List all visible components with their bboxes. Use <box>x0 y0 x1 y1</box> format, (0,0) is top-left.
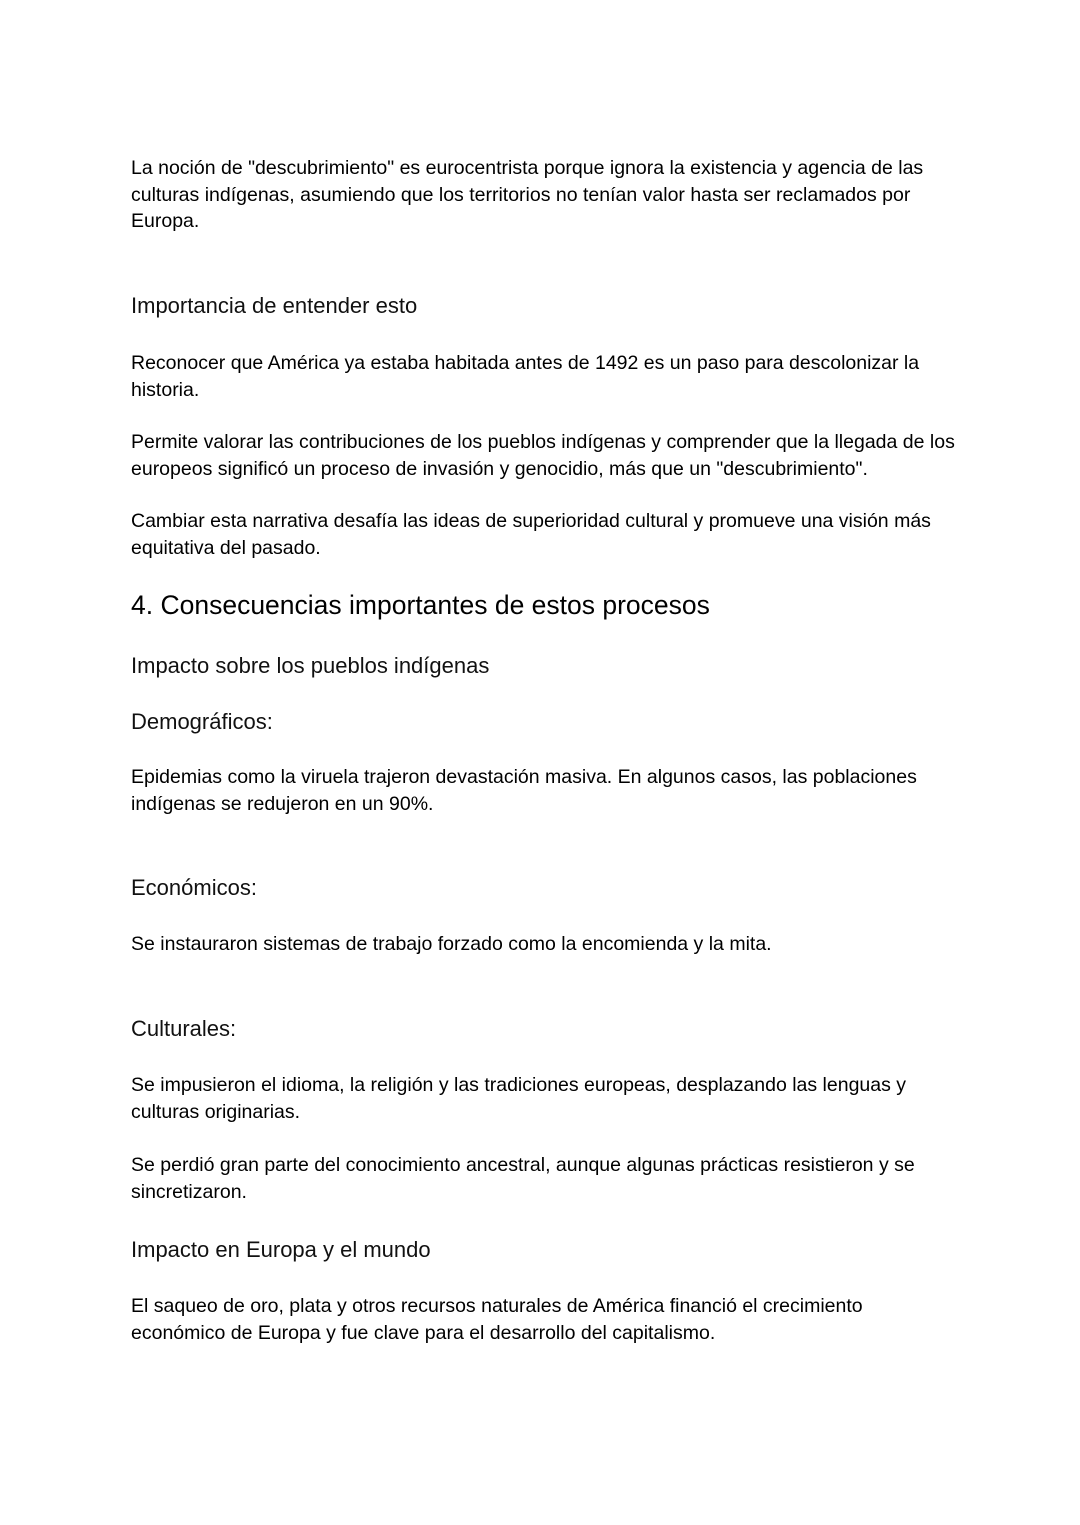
paragraph-cambiar: Cambiar esta narrativa desafía las ideas de superioridad cultural y promueve una visión más equitativa del pasado. <box>131 510 931 559</box>
paragraph-saqueo: El saqueo de oro, plata y otros recursos naturales de América financió el crecimiento económico de Europa y fue clave para el desarrollo del capitalismo. <box>131 1295 863 1344</box>
heading-economicos: Económicos: <box>131 875 257 900</box>
paragraph-conocimiento: Se perdió gran parte del conocimiento ancestral, aunque algunas prácticas resistieron y se sincretizaron. <box>131 1154 915 1203</box>
heading-impacto-europa: Impacto en Europa y el mundo <box>131 1237 431 1262</box>
paragraph-epidemias: Epidemias como la viruela trajeron devastación masiva. En algunos casos, las poblaciones indígenas se redujeron en un 90%. <box>131 766 917 815</box>
paragraph-reconocer: Reconocer que América ya estaba habitada antes de 1492 es un paso para descolonizar la historia. <box>131 352 920 401</box>
heading-impacto-indigenas: Impacto sobre los pueblos indígenas <box>131 653 490 678</box>
heading-culturales: Culturales: <box>131 1016 237 1041</box>
paragraph-idioma: Se impusieron el idioma, la religión y las tradiciones europeas, desplazando las lenguas y culturas originarias. <box>131 1074 907 1123</box>
section-heading-consecuencias: 4. Consecuencias importantes de estos procesos <box>131 590 710 620</box>
paragraph-permite: Permite valorar las contribuciones de los pueblos indígenas y comprender que la llegada de los europeos significó un proceso de invasión y genocidio, más que un "descubrimiento". <box>131 431 955 480</box>
paragraph-trabajo-forzado: Se instauraron sistemas de trabajo forzado como la encomienda y la mita. <box>131 933 772 955</box>
paragraph-eurocentrismo: La noción de "descubrimiento" es eurocentrista porque ignora la existencia y agencia de las culturas indígenas, asumiendo que los territorios no tenían valor hasta ser reclamados por Europa. <box>131 157 924 232</box>
heading-importancia: Importancia de entender esto <box>131 293 418 318</box>
heading-demograficos: Demográficos: <box>131 709 273 734</box>
